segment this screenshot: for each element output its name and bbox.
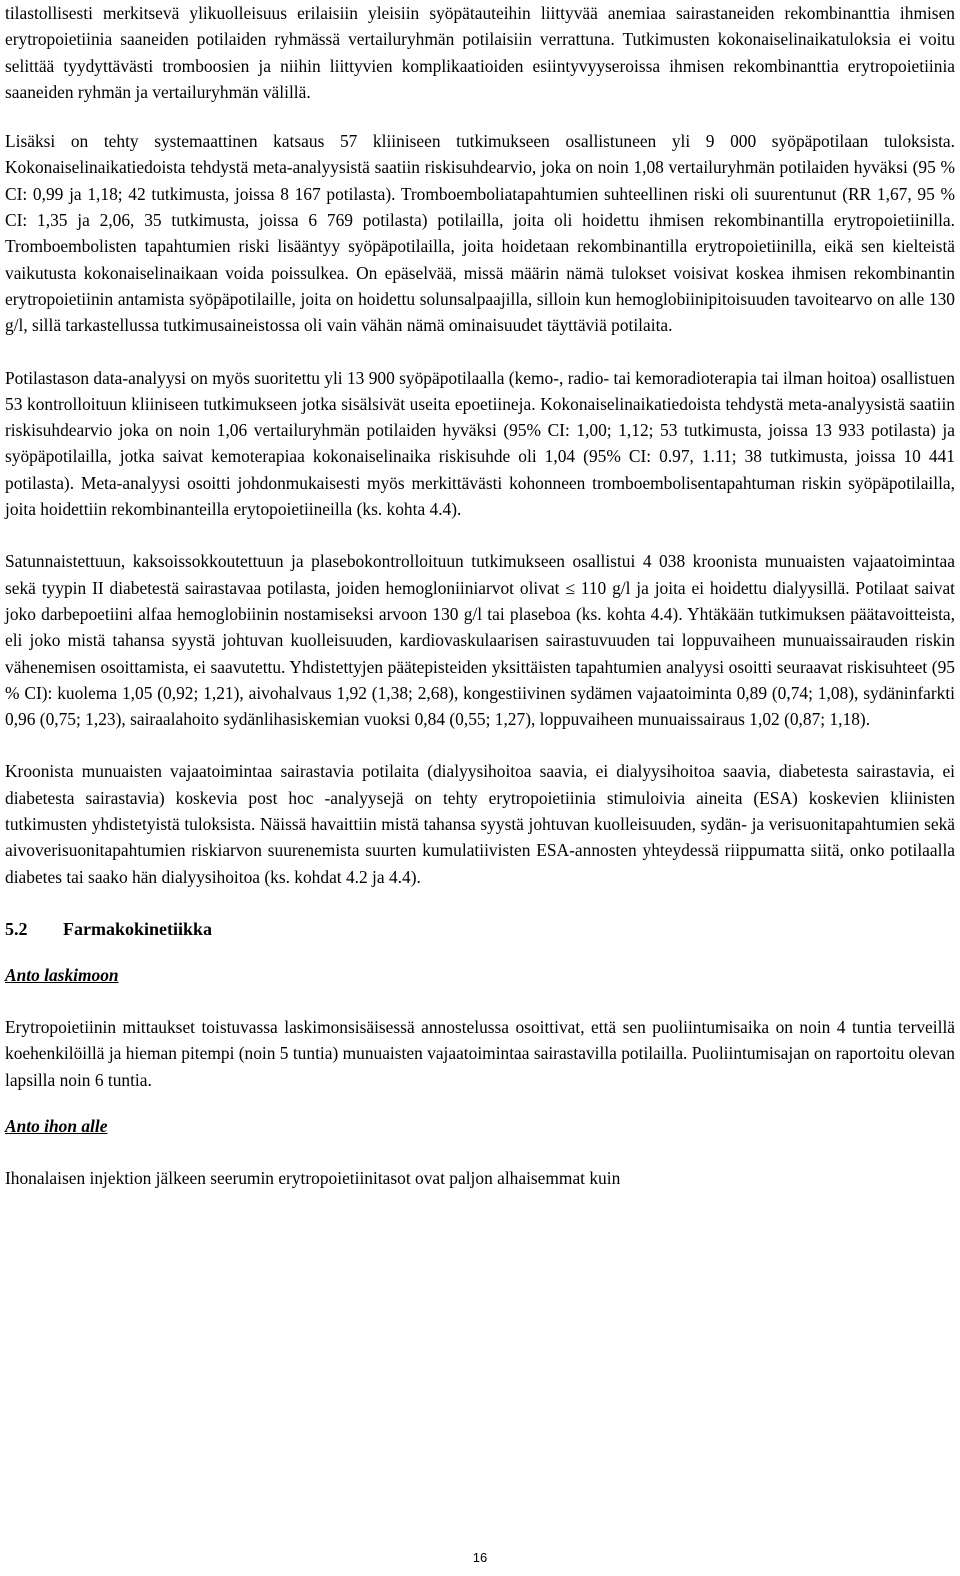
- subheading-subcutaneous: Anto ihon alle: [5, 1115, 108, 1136]
- section-heading: [5, 916, 955, 942]
- section-number: 5.2: [5, 918, 28, 939]
- paragraph-intravenous: Erytropoietiinin mittaukset toistuvassa laskimonsisäisessä annostelussa osoittivat, että sen puoliintumisaika on noin 4 tuntia terveillä koehenkilöillä ja hieman pitempi (noin 5 tuntia) munuaisten vajaatoimintaa sairastavilla potilailla. Puoliintumisajan on raportoitu olevan lapsilla noin 6 tuntia.: [5, 1016, 955, 1090]
- paragraph-randomized-trial: Satunnaistettuun, kaksoissokkoutettuun ja plasebokontrolloituun tutkimukseen osallistui 4 038 kroonista munuaisten vajaatoimintaa sekä tyypin II diabetestä sairastavaa potilasta, joiden hemogloniiniarvot olivat ≤ 110 g/l ja joita ei hoidettu dialyysillä. Potilaat saivat joko darbepoetiini alfaa hemoglobiinin nostamiseksi arvoon 130 g/l tai plaseboa (ks. kohta 4.4). Yhtäkään tutkimuksen päätavoitteista, eli joko mistä tahansa syystä johtuvan kuolleisuuden, kardiovaskulaarisen sairastuvuuden tai loppuvaiheen munuaissairauden riskin vähenemisen osoittamista, ei saavutettu. Yhdistettyjen päätepisteiden yksittäisten tapahtumien analyysi osoitti seuraavat riskisuhteet (95 % CI): kuolema 1,05 (0,92; 1,21), aivohalvaus 1,92 (1,38; 2,68), kongestiivinen sydämen vajaatoiminta 0,89 (0,74; 1,08), sydäninfarkti 0,96 (0,75; 1,23), sairaalahoito sydänlihasiskemian vuoksi 0,84 (0,55; 1,27), loppuvaiheen munuaissairaus 1,02 (0,87; 1,18).: [5, 551, 955, 730]
- section-title: Farmakokinetiikka: [63, 918, 213, 939]
- subheading-intravenous: Anto laskimoon: [5, 964, 119, 985]
- paragraph-post-hoc-analysis: Kroonista munuaisten vajaatoimintaa sairastavia potilaita (dialyysihoitoa saavia, ei dialyysihoitoa saavia, diabetesta sairastavia, ei diabetesta sairastavia) koskevia post hoc -analyysejä on tehty erytropoietiinia stimuloivia aineita (ESA) koskevien kliinisten tutkimusten yhdistetyistä tuloksista. Näissä havaittiin mistä tahansa syystä johtuvan kuolleisuuden, sydän- ja verisuonitapahtumien sekä aivoverisuonitapahtumien riskiarvon suurenemista suurten kumulatiivisten ESA-annosten yhteydessä riippumatta siitä, onko potilaalla diabetes tai saako hän dialyysihoitoa (ks. kohdat 4.2 ja 4.4).: [5, 761, 955, 887]
- paragraph-patient-level-analysis: Potilastason data-analyysi on myös suoritettu yli 13 900 syöpäpotilaalla (kemo-, radio- tai kemoradioterapia tai ilman hoitoa) osallistuen 53 kontrolloituun kliiniseen tutkimukseen jotka sisälsivät useita epoetiineja. Kokonaiselinaikatiedoista tehdystä meta-analyysistä saatiin riskisuhdearvio joka on noin 1,06 vertailuryhmän potilaiden hyväksi (95% CI: 1,00; 1,12; 53 tutkimusta, joissa 13 933 potilasta) ja syöpäpotilailla, jotka saivat kemoterapiaa kokonaiselinaika riskisuhde oli 1,04 (95% CI: 0.97, 1.11; 38 tutkimusta, joissa 10 441 potilasta). Meta-analyysi osoitti johdonmukaisesti myös merkittävästi kohonneen tromboembolisentapahtuman riskin syöpäpotilailla, joita hoidettiin rekombinanteilla erytopoietiineilla (ks. kohta 4.4).: [5, 367, 955, 520]
- paragraph-mortality-anemia: tilastollisesti merkitsevä ylikuolleisuus erilaisiin yleisiin syöpätauteihin liittyvää anemiaa sairastaneiden rekombinanttia ihmisen erytropoietiinia saaneiden potilaiden ryhmässä vertailuryhmän potilaisiin verrattuna. Tutkimusten kokonaiselinaikatuloksia ei voitu selittää tyydyttävästi tromboosien ja niihin liittyvien komplikaatioiden esiintyvyyseroissa ihmisen rekombinanttia erytropoietiinia saaneiden ryhmän ja vertailuryhmän välillä.: [5, 3, 955, 102]
- page-number: 16: [472, 1550, 488, 1565]
- document-page: [5, 0, 955, 1191]
- paragraph-subcutaneous: Ihonalaisen injektion jälkeen seerumin erytropoietiinitasot ovat paljon alhaisemmat kuin: [5, 1167, 621, 1188]
- paragraph-systematic-review: Lisäksi on tehty systemaattinen katsaus 57 kliiniseen tutkimukseen osallistuneen yli 9 000 syöpäpotilaan tuloksista. Kokonaiselinaikatiedoista tehdystä meta-analyysistä saatiin riskisuhdearvio, joka on noin 1,08 vertailuryhmän potilaiden hyväksi (95 % CI: 0,99 ja 1,18; 42 tutkimusta, joissa 8 167 potilasta). Tromboemboliatapahtumien suhteellinen riski oli suurentunut (RR 1,67, 95 % CI: 1,35 ja 2,06, 35 tutkimusta, joissa 6 769 potilasta) potilailla, joita oli hoidettu ihmisen rekombinantilla erytropoietiinilla. Tromboembolisten tapahtumien riski lisääntyy syöpäpotilailla, joita hoidetaan rekombinantilla erytropoietiinilla, eikä sen kielteistä vaikutusta kokonaiselinaikaan voida poissulkea. On epäselvää, missä määrin nämä tulokset voisivat koskea ihmisen rekombinantin erytropoietiinin antamista syöpäpotilaille, joita on hoidettu solunsalpaajilla, silloin kun hemoglobiinipitoisuuden tavoitearvo on alle 130 g/l, sillä tarkastellussa tutkimusaineistossa oli vain vähän nämä ominaisuudet täyttäviä potilaita.: [5, 131, 955, 336]
